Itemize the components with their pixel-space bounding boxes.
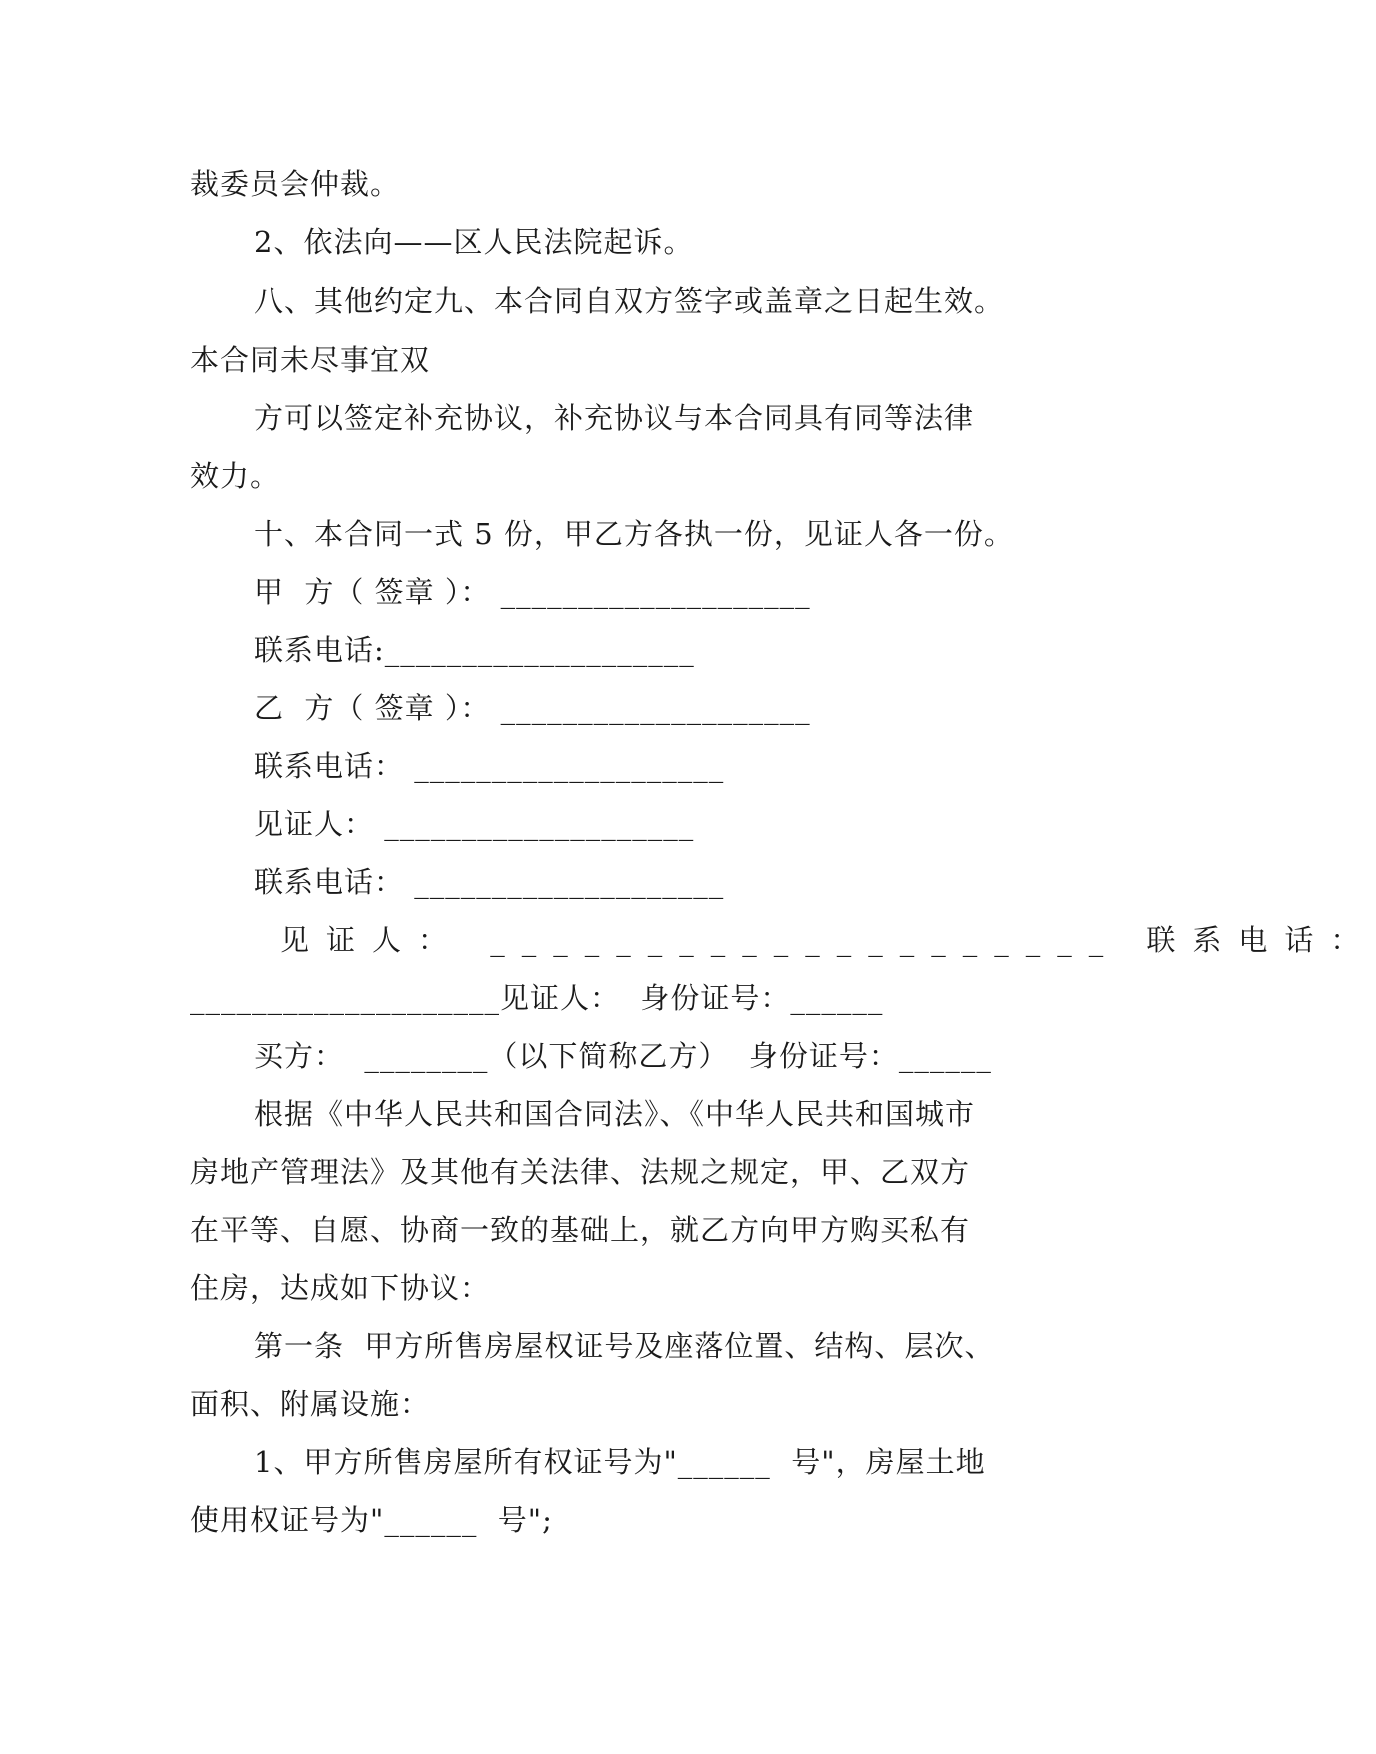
witness-phone-line: 见证人： ____________________ 联系电话： bbox=[280, 923, 1376, 957]
text-line: 本合同未尽事宜双 bbox=[190, 343, 431, 377]
text-line: 裁委员会仲裁。 bbox=[190, 167, 401, 201]
text-line: 1、甲方所售房屋所有权证号为"______ 号"，房屋土地 bbox=[254, 1445, 986, 1479]
text-line: 住房，达成如下协议： bbox=[190, 1271, 491, 1305]
signature-line-party-b: 乙 方（ 签章 ）： ____________________ bbox=[254, 691, 811, 725]
text-line: 2、依法向——区人民法院起诉。 bbox=[254, 225, 694, 259]
phone-line: 联系电话： ____________________ bbox=[254, 749, 725, 783]
text-line: 根据《中华人民共和国合同法》、《中华人民共和国城市 bbox=[254, 1097, 976, 1131]
buyer-line: 买方： ________（以下简称乙方） 身份证号：______ bbox=[254, 1039, 992, 1073]
text-line: 十、本合同一式 5 份，甲乙方各执一份，见证人各一份。 bbox=[254, 517, 1014, 551]
text-line: 八、其他约定九、本合同自双方签字或盖章之日起生效。 bbox=[254, 284, 1005, 318]
text-line: 使用权证号为"______ 号"; bbox=[190, 1503, 553, 1537]
text-line: 方可以签定补充协议，补充协议与本合同具有同等法律 bbox=[254, 401, 975, 435]
text-line: 在平等、自愿、协商一致的基础上，就乙方向甲方购买私有 bbox=[190, 1213, 971, 1247]
signature-line-party-a: 甲 方（ 签章 ）： ____________________ bbox=[254, 575, 811, 609]
text-line: 第一条 甲方所售房屋权证号及座落位置、结构、层次、 bbox=[254, 1329, 995, 1363]
witness-id-line: ____________________见证人： 身份证号：______ bbox=[190, 981, 884, 1015]
phone-line: 联系电话： ____________________ bbox=[254, 865, 725, 899]
text-line: 房地产管理法》及其他有关法律、法规之规定，甲、乙双方 bbox=[190, 1155, 971, 1189]
text-line: 效力。 bbox=[190, 459, 281, 493]
phone-line: 联系电话:____________________ bbox=[254, 633, 695, 667]
witness-line: 见证人： ____________________ bbox=[254, 807, 695, 841]
text-line: 面积、附属设施： bbox=[190, 1387, 431, 1421]
